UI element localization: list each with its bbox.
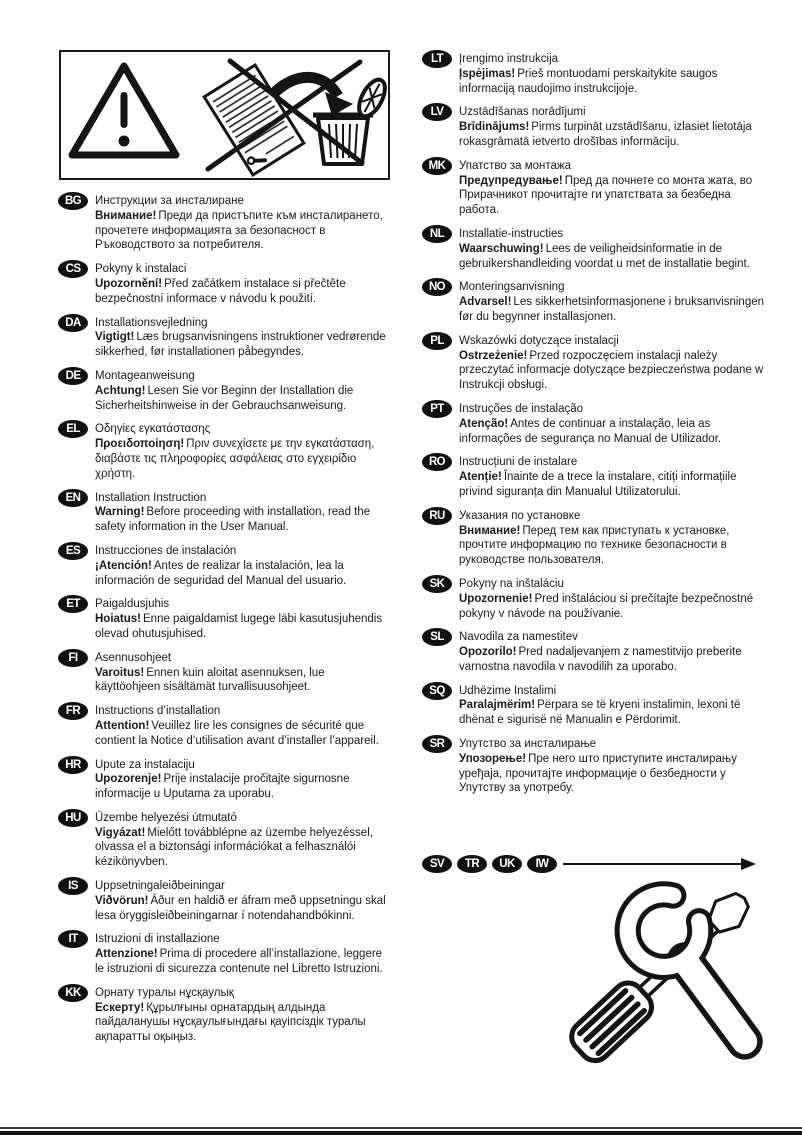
entry-text — [95, 369, 392, 413]
entry-body — [459, 645, 766, 675]
warning-word: Advarsel! — [459, 296, 512, 309]
warning-word: Vigyázat! — [95, 826, 146, 839]
entry-body-text: Enne paigaldamist lugege läbi kasutusjuhendis olevad ohutusjuhised. — [95, 613, 383, 640]
entry-body — [95, 209, 392, 253]
language-entry — [58, 932, 392, 976]
entry-text — [95, 758, 392, 802]
warning-word: Warning! — [95, 506, 145, 519]
language-code-badge: SQ — [422, 682, 452, 700]
warning-word: Įspėjimas! — [459, 67, 516, 80]
entry-body — [95, 384, 392, 414]
language-code-badge: PL — [422, 332, 452, 350]
entry-body — [459, 67, 766, 97]
tools-figure — [543, 872, 795, 1089]
entry-body — [459, 174, 766, 218]
entry-title: Installation Instruction — [95, 491, 207, 504]
entry-text — [459, 334, 766, 393]
language-code-badge: EN — [58, 489, 88, 507]
language-code-badge: IW — [527, 855, 557, 873]
warning-word: Attenzione! — [95, 948, 158, 961]
entry-title: Asennusohjeet — [95, 651, 172, 664]
language-code-badge: FI — [58, 649, 88, 667]
language-code-badge: SK — [422, 575, 452, 593]
language-entry — [58, 651, 392, 695]
entry-body-text: Læs brugsanvisningens instruktioner vedrørende sikkerhed, før installationen påbegyndes. — [95, 331, 386, 359]
language-entry — [58, 544, 392, 588]
entry-text — [95, 262, 392, 306]
warning-word: Varoitus! — [95, 666, 145, 679]
entry-title: Uppsetningaleiðbeiningar — [95, 880, 225, 893]
entry-title: Указания по установке — [459, 509, 581, 522]
entry-body-text: Przed rozpoczęciem instalacji należy przeczytać informacje dotyczące bezpieczeństwa podane w Instrukcji obsługi. — [459, 349, 764, 392]
entry-title: Installationsvejledning — [95, 316, 208, 329]
entry-title: Udhëzime Instalimi — [459, 684, 557, 697]
warning-figure-box — [59, 50, 390, 180]
entry-title: Instructions d’installation — [95, 705, 221, 718]
language-entry — [422, 737, 766, 796]
entry-title: Įrengimo instrukcija — [459, 53, 559, 65]
entry-body-text: Құрылғыны орнатардың алдында пайдаланушы нұсқаулығындағы қауіпсіздік туралы ақпаратты оқыңыз. — [95, 1001, 366, 1044]
entry-text — [95, 811, 392, 870]
entry-text — [459, 280, 766, 324]
entry-title: Орнату туралы нұсқаулық — [95, 986, 234, 999]
entry-text — [95, 544, 392, 588]
entry-body — [95, 1001, 392, 1045]
warning-word: Внимание! — [459, 524, 521, 537]
entry-body — [95, 947, 392, 977]
warning-word: Opozorilo! — [459, 646, 517, 659]
entry-body-text: Пре него што приступите инсталирању уређаја, прочитајте информације о безбедности у Упутству за употребу. — [459, 752, 737, 795]
entry-text — [459, 105, 766, 149]
language-entry — [422, 577, 766, 621]
entry-title: Instruções de instalação — [459, 402, 584, 415]
language-code-badge: UK — [492, 855, 522, 873]
entry-body-text: Lees de veiligheidsinformatie in de gebruikershandleiding voordat u met de installatie begint. — [459, 242, 750, 270]
language-entry — [58, 811, 392, 870]
entry-text — [459, 227, 766, 271]
language-entry — [422, 105, 766, 149]
warning-word: Ostrzeżenie! — [459, 349, 528, 362]
language-code-badge: TR — [457, 855, 487, 873]
entry-body-text: Преди да пристъпите към инсталирането, прочетете информацията за безопасност в Ръководството за потребителя. — [95, 209, 383, 252]
entry-body-text: Përpara se të kryeni instalimin, lexoni të dhënat e sigurisë në Manualin e Përdorimit. — [459, 699, 741, 727]
entry-body — [95, 277, 392, 307]
entry-title: Упатство за монтажа — [459, 159, 572, 172]
entry-body — [459, 349, 766, 393]
warning-word: Upozornenie! — [459, 592, 533, 605]
warning-word: Внимание! — [95, 209, 157, 222]
entry-body — [95, 719, 392, 749]
language-entry — [422, 455, 766, 499]
language-code-badge: EL — [58, 420, 88, 438]
entry-text — [95, 316, 392, 360]
footer-rule-thin — [0, 1127, 802, 1129]
entry-body — [95, 894, 392, 924]
entry-text — [459, 455, 766, 499]
warning-word: Προειδοποίηση! — [95, 438, 185, 451]
warning-word: Atenție! — [459, 471, 502, 484]
language-entry — [422, 630, 766, 674]
language-entry — [58, 704, 392, 748]
entry-text — [95, 986, 392, 1045]
entry-text — [459, 577, 766, 621]
entry-body-text: Veuillez lire les consignes de sécurité que contient la Notice d’utilisation avant d’installer l’appareil. — [95, 719, 379, 747]
language-code-badge: HU — [58, 809, 88, 827]
warning-word: Achtung! — [95, 384, 146, 397]
language-code-badge: ES — [58, 542, 88, 560]
entry-body — [459, 120, 766, 150]
language-code-badge: ET — [58, 595, 88, 613]
language-code-badge: RU — [422, 507, 452, 525]
entry-text — [95, 422, 392, 481]
footer-rule-thick — [0, 1131, 802, 1135]
warning-word: Ескерту! — [95, 1001, 145, 1014]
warning-word: Paralajmërim! — [459, 699, 536, 712]
language-entry — [422, 52, 766, 96]
language-code-badge: PT — [422, 400, 452, 418]
language-code-badge: KK — [58, 984, 88, 1002]
entry-title: Monteringsanvisning — [459, 281, 565, 294]
entry-body-text: Antes de continuar a instalação, leia as informações de segurança no Manual de Utilizador. — [459, 417, 722, 445]
language-code-badge: BG — [58, 192, 88, 210]
warning-word: Waarschuwing! — [459, 242, 544, 255]
language-entry — [422, 227, 766, 271]
continued-languages-row — [422, 855, 754, 873]
entry-body-text: Áður en haldið er áfram með uppsetningu skal lesa öryggisleiðbeiningarnar í notendahandbókinni. — [95, 894, 386, 922]
entry-title: Инструкции за инсталиране — [95, 195, 244, 207]
language-entry — [58, 369, 392, 413]
language-code-badge: LV — [422, 103, 452, 121]
warning-word: Упозорење! — [459, 752, 527, 765]
entry-title: Istruzioni di installazione — [95, 933, 220, 946]
entry-body-text: Перед тем как приступать к установке, прочтите информацию по технике безопасности в руководстве пользователя. — [459, 524, 730, 567]
language-code-badge: FR — [58, 702, 88, 720]
entry-body-text: Před začátkem instalace si přečtěte bezpečnostní informace v návodu k použití. — [95, 277, 346, 305]
entry-text — [459, 684, 766, 728]
language-code-badge: DA — [58, 314, 88, 332]
trash-lid-icon — [354, 76, 388, 121]
left-language-column — [58, 194, 392, 1054]
entry-body-text: Prieš montuodami perskaitykite saugos informaciją naudojimo instrukcijoje. — [459, 67, 718, 95]
warning-word: Upozornění! — [95, 277, 163, 290]
language-entry — [422, 334, 766, 393]
entry-title: Pokyny na inštaláciu — [459, 577, 564, 590]
entry-body-text: Πριν συνεχίσετε με την εγκατάσταση, διαβάστε τις πληροφορίες ασφάλειας στο εγχειρίδιο χρήστη. — [95, 438, 375, 480]
warning-word: Atenção! — [459, 417, 509, 430]
language-entry — [422, 402, 766, 446]
entry-body — [459, 295, 766, 325]
language-entry — [58, 422, 392, 481]
entry-body-text: Prima di procedere all’installazione, leggere le istruzioni di sicurezza contenute nel Libretto Istruzioni. — [95, 948, 383, 976]
language-code-badge: NO — [422, 278, 452, 296]
right-arrow-icon — [563, 863, 754, 866]
entry-title: Paigaldusjuhis — [95, 598, 170, 611]
entry-body-text: Antes de realizar la instalación, lea la información de seguridad del Manual del usuario. — [95, 559, 347, 587]
entry-body — [95, 330, 392, 360]
warning-word: Brīdinājums! — [459, 121, 530, 134]
warning-word: Attention! — [95, 719, 150, 732]
language-code-badge: MK — [422, 157, 452, 175]
wrench-and-screwdriver-icon — [543, 872, 795, 1084]
language-code-badge: DE — [58, 367, 88, 385]
entry-text — [95, 194, 392, 253]
entry-title: Upute za instalaciju — [95, 758, 195, 771]
entry-title: Instrucțiuni de instalare — [459, 456, 578, 469]
entry-body-text: Les sikkerhetsinformasjonene i bruksanvisningen før du begynner installasjonen. — [459, 296, 765, 323]
entry-body — [459, 524, 766, 568]
language-code-badge: CS — [58, 260, 88, 278]
language-code-badge: NL — [422, 225, 452, 243]
language-entry — [58, 986, 392, 1045]
language-entry — [422, 159, 766, 218]
language-entry — [58, 758, 392, 802]
entry-title: Üzembe helyezési útmutató — [95, 811, 237, 824]
entry-body-text: Pred nadaljevanjem z namestitvijo preberite varnostna navodila v navodilih za uporabo. — [459, 646, 742, 673]
language-code-badge: SR — [422, 735, 452, 753]
entry-title: Instrucciones de instalación — [95, 544, 237, 557]
entry-body-text: Ennen kuin aloitat asennuksen, lue käyttöohjeen sisältämät turvallisuusohjeet. — [95, 666, 325, 694]
warning-word: Upozorenje! — [95, 773, 162, 786]
entry-body-text: Lesen Sie vor Beginn der Installation die Sicherheitshinweise in der Gebrauchsanweisung. — [95, 384, 354, 412]
entry-body-text: Înainte de a trece la instalare, citiți informațiile privind siguranța din Manualul Utilizatorului. — [459, 471, 737, 498]
language-code-badge: SV — [422, 855, 452, 873]
warning-word: Viðvörun! — [95, 894, 149, 907]
warning-word: Hoiatus! — [95, 613, 141, 626]
language-entry — [58, 597, 392, 641]
language-code-badge: RO — [422, 453, 452, 471]
language-entry — [58, 262, 392, 306]
language-entry — [58, 194, 392, 253]
entry-body-text: Pirms turpināt uzstādīšanu, izlasiet lietotāja rokasgrāmatā ietverto drošības informāciju. — [459, 121, 752, 148]
language-code-badge: IT — [58, 930, 88, 948]
entry-text — [95, 704, 392, 748]
do-not-discard-manual-figure — [61, 52, 388, 178]
warning-word: Предупредување! — [459, 174, 563, 187]
entry-text — [95, 491, 392, 535]
entry-title: Installatie-instructies — [459, 227, 564, 240]
entry-body-text: Before proceeding with installation, read the safety information in the User Manual. — [95, 506, 371, 534]
language-code-badge: LT — [422, 50, 452, 68]
entry-title: Οδηγίες εγκατάστασης — [95, 423, 211, 436]
entry-body — [95, 437, 392, 481]
entry-body-text: Prije instalacije pročitajte sigurnosne informacije u Uputama za uporabu. — [95, 773, 350, 801]
warning-triangle-icon — [72, 66, 176, 155]
warning-word: ¡Atención! — [95, 559, 152, 572]
entry-title: Pokyny k instalaci — [95, 263, 187, 276]
entry-title: Navodila za namestitev — [459, 631, 578, 644]
entry-title: Montageanweisung — [95, 369, 195, 382]
language-entry — [422, 684, 766, 728]
entry-body — [459, 470, 766, 500]
right-language-column — [422, 52, 766, 805]
entry-body — [95, 505, 392, 535]
entry-text — [459, 630, 766, 674]
entry-body-text: Пред да почнете со монта жата, во Прирачникот прочитајте ги упатствата за безбедна работа. — [459, 174, 753, 217]
entry-text — [459, 402, 766, 446]
entry-body — [95, 612, 392, 642]
entry-text — [95, 597, 392, 641]
entry-body — [459, 752, 766, 796]
entry-text — [95, 932, 392, 976]
entry-body — [459, 592, 766, 622]
entry-text — [95, 651, 392, 695]
entry-body — [95, 666, 392, 696]
entry-text — [459, 52, 766, 96]
entry-title: Uzstādīšanas norādījumi — [459, 106, 586, 119]
entry-body — [459, 698, 766, 728]
entry-title: Упутство за инсталирање — [459, 738, 597, 751]
language-entry — [58, 316, 392, 360]
continued-language-badges — [422, 855, 562, 873]
entry-text — [459, 509, 766, 568]
entry-text — [459, 737, 766, 796]
language-code-badge: HR — [58, 756, 88, 774]
entry-title: Wskazówki dotyczące instalacji — [459, 334, 619, 347]
entry-text — [95, 879, 392, 923]
warning-word: Vigtigt! — [95, 331, 135, 344]
entry-text — [459, 159, 766, 218]
entry-body — [95, 559, 392, 589]
entry-body — [459, 417, 766, 447]
entry-body — [459, 242, 766, 272]
language-entry — [58, 491, 392, 535]
entry-body — [95, 772, 392, 802]
language-code-badge: IS — [58, 877, 88, 895]
language-entry — [58, 879, 392, 923]
language-entry — [422, 280, 766, 324]
entry-body — [95, 826, 392, 870]
language-code-badge: SL — [422, 628, 452, 646]
language-entry — [422, 509, 766, 568]
entry-body-text: Pred inštaláciou si prečítajte bezpečnostné pokyny v návode na používanie. — [459, 592, 754, 620]
entry-body-text: Mielőtt továbblépne az üzembe helyezéssel, olvassa el a biztonsági információkat a felhasználói kézikönyvben. — [95, 826, 373, 869]
